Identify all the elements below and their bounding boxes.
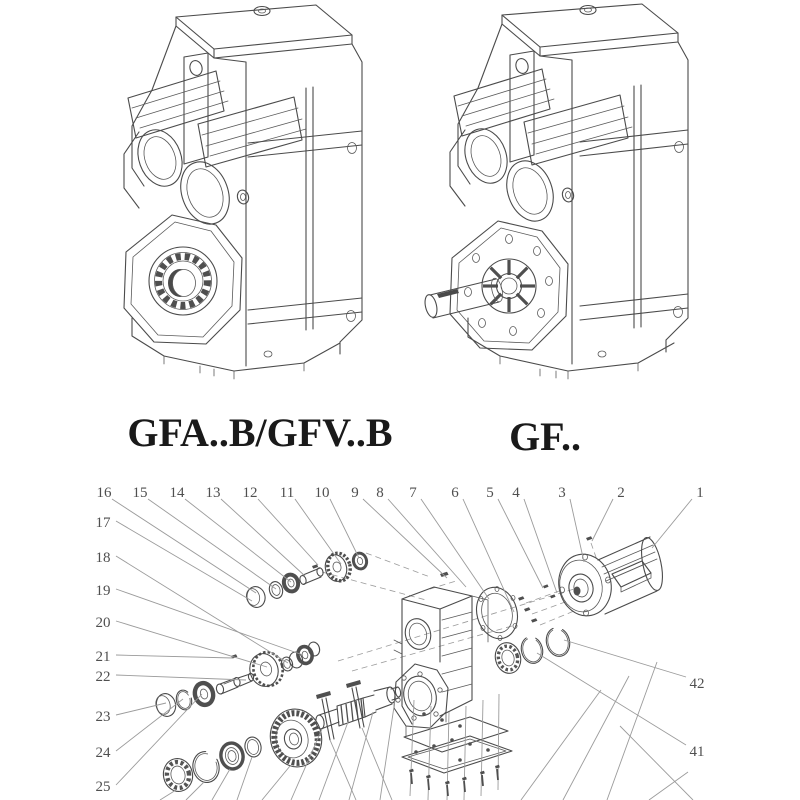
callout-label-14: 14 — [169, 485, 185, 501]
callout-label-13: 13 — [205, 485, 221, 501]
callout-leader-2 — [592, 499, 613, 541]
retaining-ring — [518, 634, 545, 666]
motor-rear — [638, 536, 667, 593]
callout-leader-8 — [388, 499, 466, 587]
oil-seal — [219, 741, 246, 771]
callout-leader-41 — [537, 653, 686, 745]
cooling-fins-upper — [128, 71, 228, 138]
callout-label-4: 4 — [512, 485, 520, 501]
callout-leader-22 — [116, 675, 246, 680]
figure-caption-left: GFA..B/GFV..B — [127, 410, 393, 455]
pinion-shaft — [299, 564, 324, 585]
bolt-axis-lines — [410, 694, 499, 800]
callout-leader-21 — [116, 655, 233, 658]
oil-plug — [580, 6, 596, 15]
callout-leader-42 — [564, 640, 686, 677]
intermediate-bore — [499, 154, 562, 227]
base-cover-assembly — [402, 694, 512, 800]
figure-foot-mounted-gearbox — [423, 4, 688, 379]
output-flange — [124, 215, 242, 344]
callout-leader-11 — [295, 499, 341, 564]
upper-bore — [402, 616, 434, 652]
flange-gasket — [471, 583, 523, 644]
callout-leader-17 — [116, 521, 252, 601]
callout-leader-5 — [498, 499, 543, 588]
callout-label-22: 22 — [95, 669, 111, 685]
ball-bearing — [160, 756, 195, 794]
callout-leader-20 — [116, 621, 267, 667]
retaining-ring — [543, 625, 573, 659]
gear — [322, 551, 353, 584]
gear — [246, 649, 286, 690]
callout-label-7: 7 — [409, 485, 417, 501]
callout-label-15: 15 — [132, 485, 148, 501]
exploded-parts-diagram — [96, 485, 705, 800]
bearing — [282, 573, 300, 593]
snap-ring — [190, 749, 222, 785]
callout-label-23: 23 — [95, 709, 111, 725]
callout-label-8: 8 — [376, 485, 384, 501]
callout-label-25: 25 — [95, 779, 111, 795]
oil-seal — [192, 681, 215, 707]
callout-leader-9 — [363, 499, 447, 578]
callout-label-11: 11 — [279, 485, 295, 501]
washer — [243, 736, 263, 759]
callout-label-19: 19 — [95, 583, 111, 599]
callout-label-9: 9 — [351, 485, 359, 501]
callout-label-16: 16 — [96, 485, 112, 501]
callout-label-10: 10 — [314, 485, 330, 501]
terminal-box — [612, 561, 651, 592]
callout-leader-7 — [421, 499, 489, 599]
input-bore — [458, 123, 515, 189]
callout-layer — [96, 485, 705, 795]
cooling-fins-center — [524, 95, 632, 165]
callout-leader-15 — [148, 499, 276, 589]
oil-plug — [254, 7, 270, 16]
callout-leader-1 — [652, 499, 692, 548]
figure-caption-right: GF.. — [509, 414, 581, 459]
callout-leader-4 — [524, 499, 557, 593]
callout-leader-14 — [185, 499, 291, 582]
gearbox-housing — [394, 572, 488, 736]
callout-label-42: 42 — [689, 676, 705, 692]
callout-label-6: 6 — [451, 485, 459, 501]
callout-leader-19 — [116, 589, 303, 655]
callout-label-24: 24 — [95, 745, 111, 761]
callout-label-5: 5 — [486, 485, 494, 501]
cooling-fins-upper — [454, 69, 554, 136]
callout-leader-3 — [570, 499, 584, 562]
assembly-axis-lines — [322, 543, 597, 671]
callout-leader-23 — [116, 703, 166, 715]
output-shaft — [423, 277, 505, 318]
callout-label-12: 12 — [242, 485, 258, 501]
motor-shaft-stub — [574, 587, 581, 596]
pinion-shaft — [216, 673, 255, 695]
callout-leader-10 — [330, 499, 359, 558]
input-bearing — [492, 640, 524, 676]
motor-unit — [553, 536, 666, 621]
callout-label-3: 3 — [558, 485, 566, 501]
callout-label-2: 2 — [617, 485, 625, 501]
figure-shaft-mounted-gearbox — [124, 5, 362, 379]
callout-label-20: 20 — [95, 615, 111, 631]
callout-label-1: 1 — [696, 485, 704, 501]
lock-washer — [352, 552, 369, 571]
callout-label-17: 17 — [95, 515, 111, 531]
callout-leader-12 — [258, 499, 318, 565]
callout-leader-16 — [112, 499, 256, 593]
callout-label-18: 18 — [95, 550, 111, 566]
callout-label-21: 21 — [95, 649, 111, 665]
callout-label-41: 41 — [689, 744, 705, 760]
